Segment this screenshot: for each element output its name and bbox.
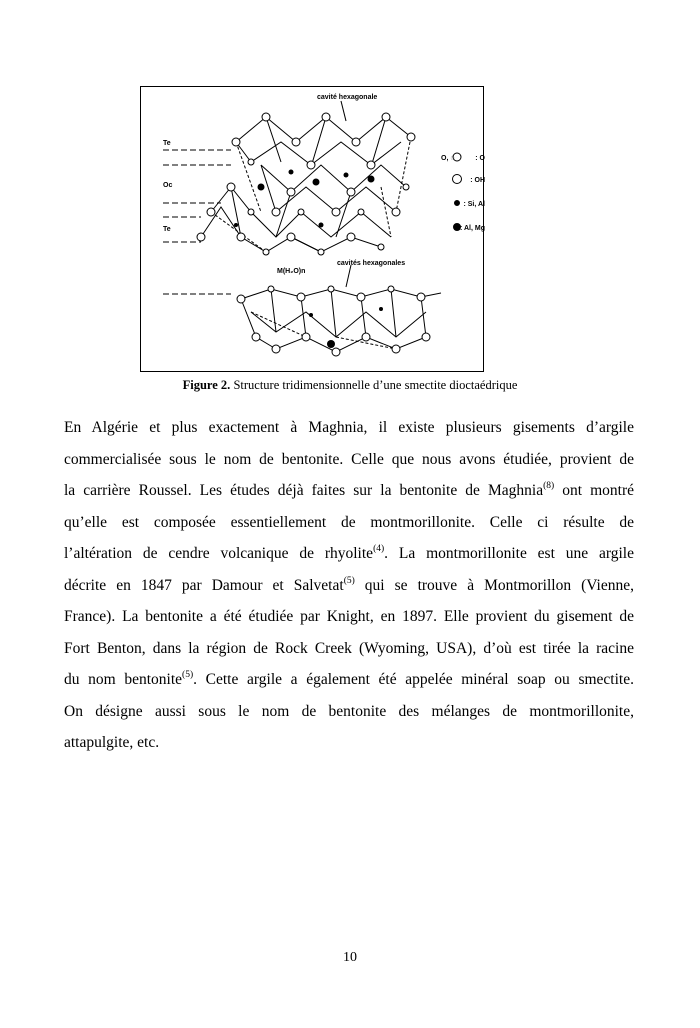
layer-label-te-bottom: Te xyxy=(163,226,171,233)
page-number: 10 xyxy=(343,950,357,965)
figure-structure-smectite xyxy=(140,86,484,372)
figure-caption xyxy=(0,378,700,393)
line-text: ont montré xyxy=(554,482,634,499)
legend-text: : O xyxy=(475,155,485,162)
figure-caption-label: Figure 2. xyxy=(182,378,231,392)
line-text: . La montmorillonite est une argile xyxy=(384,545,634,562)
citation-ref: (5) xyxy=(343,575,355,586)
citation-ref: (8) xyxy=(543,481,555,491)
line-text: Fort Benton, dans la région de Rock Creek (Wyoming, USA), d’où est tirée la racine xyxy=(64,639,634,657)
atoms xyxy=(197,113,430,356)
leader-line xyxy=(341,101,346,121)
paragraph-line xyxy=(64,727,634,759)
paragraph-line xyxy=(64,412,634,444)
legend-text: : OH xyxy=(470,177,485,184)
cavity-label-top: cavité hexagonale xyxy=(317,94,378,101)
line-text: commercialisée sous le nom de bentonite. Celle que nous avons étudiée, provient de xyxy=(64,450,634,468)
paragraph-line xyxy=(64,696,634,728)
line-text: qu’elle est composée essentiellement de montmorillonite. Celle ci résulte de xyxy=(64,513,634,531)
paragraph-line xyxy=(64,601,634,633)
lower-layer-network xyxy=(241,289,441,352)
line-text: qui se trouve à Montmorillon (Vienne, xyxy=(354,576,634,594)
citation-ref: (4) xyxy=(373,544,385,554)
paragraph-line xyxy=(64,570,634,602)
line-text: . Cette argile a également été appelée minéral soap ou smectite. xyxy=(193,671,634,688)
citation-ref: (5) xyxy=(182,670,194,680)
paragraph-line xyxy=(64,538,634,570)
legend-symbols xyxy=(453,153,462,231)
line-text: du nom bentonite xyxy=(64,671,183,688)
body-paragraph xyxy=(64,412,634,759)
cavities-label-bottom: cavités hexagonales xyxy=(337,260,406,267)
paragraph-line xyxy=(64,444,634,476)
leader-line xyxy=(346,265,351,287)
legend-symbol: O, ◌ xyxy=(441,155,455,162)
line-text: France). La bentonite a été étudiée par Knight, en 1897. Elle provient du gisement de xyxy=(64,608,634,625)
legend-text: : Al, Mg xyxy=(459,225,485,232)
line-text: l’altération de cendre volcanique de rhyolite xyxy=(64,545,374,562)
paragraph-line xyxy=(64,507,634,539)
legend-text: : Si, Al xyxy=(463,201,485,208)
paragraph-line xyxy=(64,633,634,665)
line-text: décrite en 1847 par Damour et Salvetat xyxy=(64,576,344,594)
filled-atoms xyxy=(234,170,383,349)
interlayer-label: M(H₂O)n xyxy=(277,268,306,275)
paragraph-line xyxy=(64,664,634,696)
paragraph-line xyxy=(64,475,634,507)
line-text: On désigne aussi sous le nom de bentonite des mélanges de montmorillonite, xyxy=(64,702,634,720)
line-text: la carrière Roussel. Les études déjà faites sur la bentonite de Maghnia xyxy=(64,482,544,499)
line-text: attapulgite, etc. xyxy=(64,734,160,751)
figure-caption-text: Structure tridimensionnelle d’une smectite dioctaédrique xyxy=(233,378,518,392)
layer-label-te-top: Te xyxy=(163,140,171,147)
smectite-structure-diagram xyxy=(141,87,483,371)
layer-label-oc: Oc xyxy=(163,182,173,189)
line-text: En Algérie et plus exactement à Maghnia, il existe plusieurs gisements d’argile xyxy=(64,419,634,436)
